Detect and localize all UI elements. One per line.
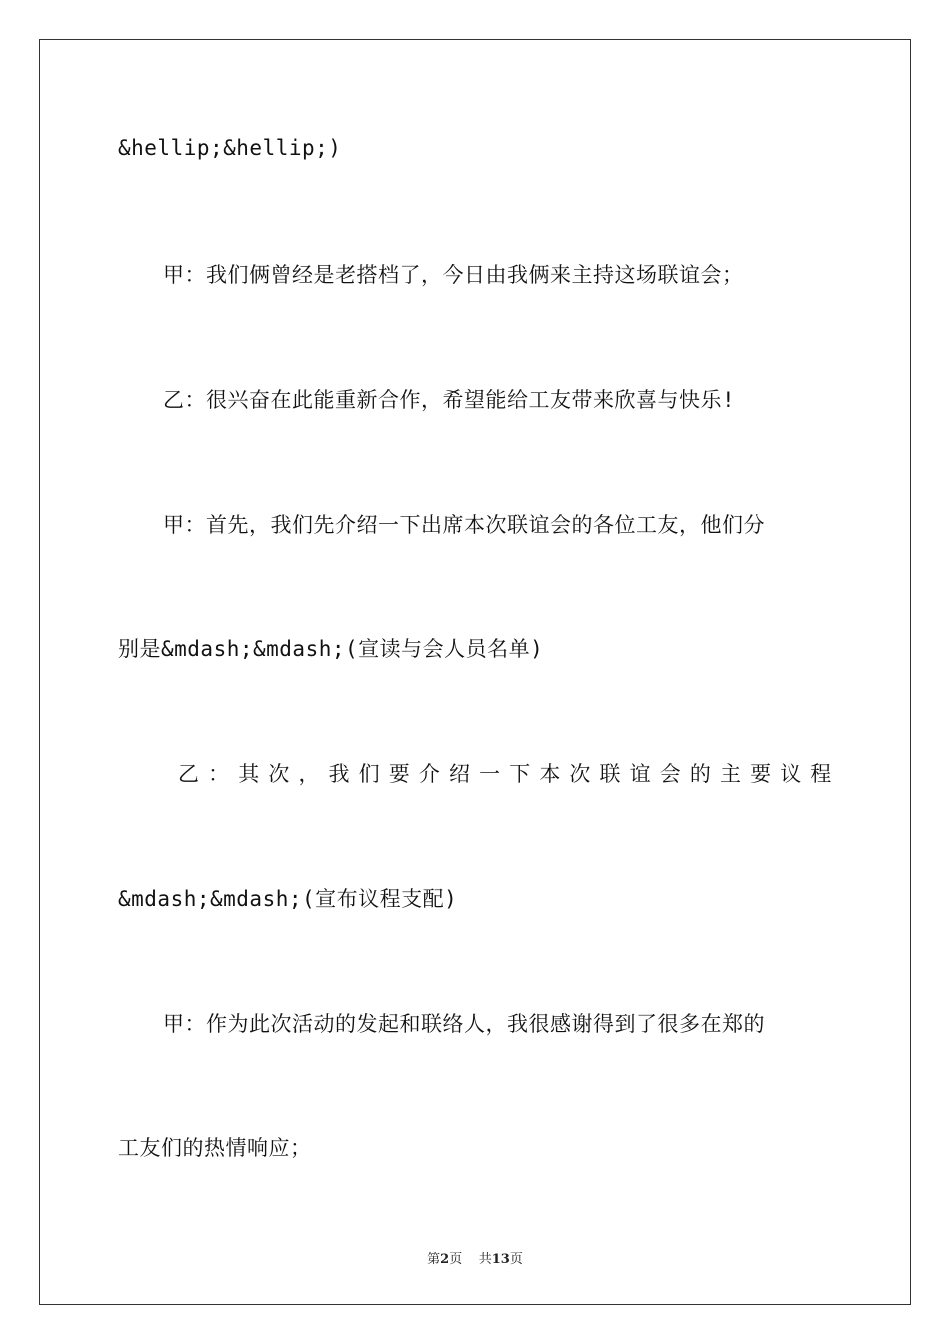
text-line-9: 工友们的热情响应； bbox=[118, 1136, 312, 1160]
spread-char: 们 bbox=[358, 762, 381, 786]
spread-char: 绍 bbox=[448, 762, 471, 786]
text-line-2: 甲：我们俩曾经是老搭档了，今日由我俩来主持这场联谊会； bbox=[163, 263, 744, 287]
footer-total-suffix: 页 bbox=[509, 1252, 523, 1267]
text-line-4: 甲：首先，我们先介绍一下出席本次联谊会的各位工友，他们分 bbox=[163, 513, 765, 537]
spread-char: 其 bbox=[238, 762, 260, 786]
spread-char: 乙 bbox=[178, 762, 200, 786]
spread-char: 我 bbox=[328, 762, 351, 786]
spread-char: 联 bbox=[599, 762, 622, 786]
spread-char: 主 bbox=[719, 762, 742, 786]
spread-char: ， bbox=[298, 762, 320, 786]
spread-char: 介 bbox=[418, 762, 441, 786]
text-line-1: &hellip;&hellip;) bbox=[118, 136, 342, 160]
spread-char: ： bbox=[208, 762, 230, 786]
spread-char: 一 bbox=[479, 762, 501, 786]
footer-total-prefix: 共 bbox=[478, 1252, 492, 1267]
text-line-6 bbox=[178, 759, 832, 789]
spread-char: 议 bbox=[780, 762, 802, 786]
footer-page-suffix: 页 bbox=[449, 1252, 463, 1267]
footer-total-pages: 13 bbox=[491, 1252, 510, 1267]
spread-char: 本 bbox=[539, 762, 561, 786]
text-line-5: 别是&mdash;&mdash;(宣读与会人员名单) bbox=[118, 637, 544, 661]
spread-char: 的 bbox=[689, 762, 712, 786]
page-border bbox=[39, 39, 911, 1305]
spread-char: 谊 bbox=[629, 762, 652, 786]
page-footer bbox=[0, 1248, 950, 1267]
spread-char: 次 bbox=[268, 762, 290, 786]
spread-char: 要 bbox=[750, 762, 772, 786]
text-line-3: 乙：很兴奋在此能重新合作，希望能给工友带来欣喜与快乐! bbox=[163, 388, 736, 412]
footer-page-number: 2 bbox=[440, 1252, 450, 1267]
spread-char: 程 bbox=[810, 762, 832, 786]
spread-char: 要 bbox=[388, 762, 411, 786]
spread-char: 下 bbox=[509, 762, 531, 786]
text-line-8: 甲：作为此次活动的发起和联络人，我很感谢得到了很多在郑的 bbox=[163, 1012, 765, 1036]
footer-page-prefix: 第 bbox=[427, 1252, 441, 1267]
spread-char: 会 bbox=[659, 762, 682, 786]
spread-char: 次 bbox=[569, 762, 591, 786]
text-line-7: &mdash;&mdash;(宣布议程支配) bbox=[118, 887, 458, 911]
